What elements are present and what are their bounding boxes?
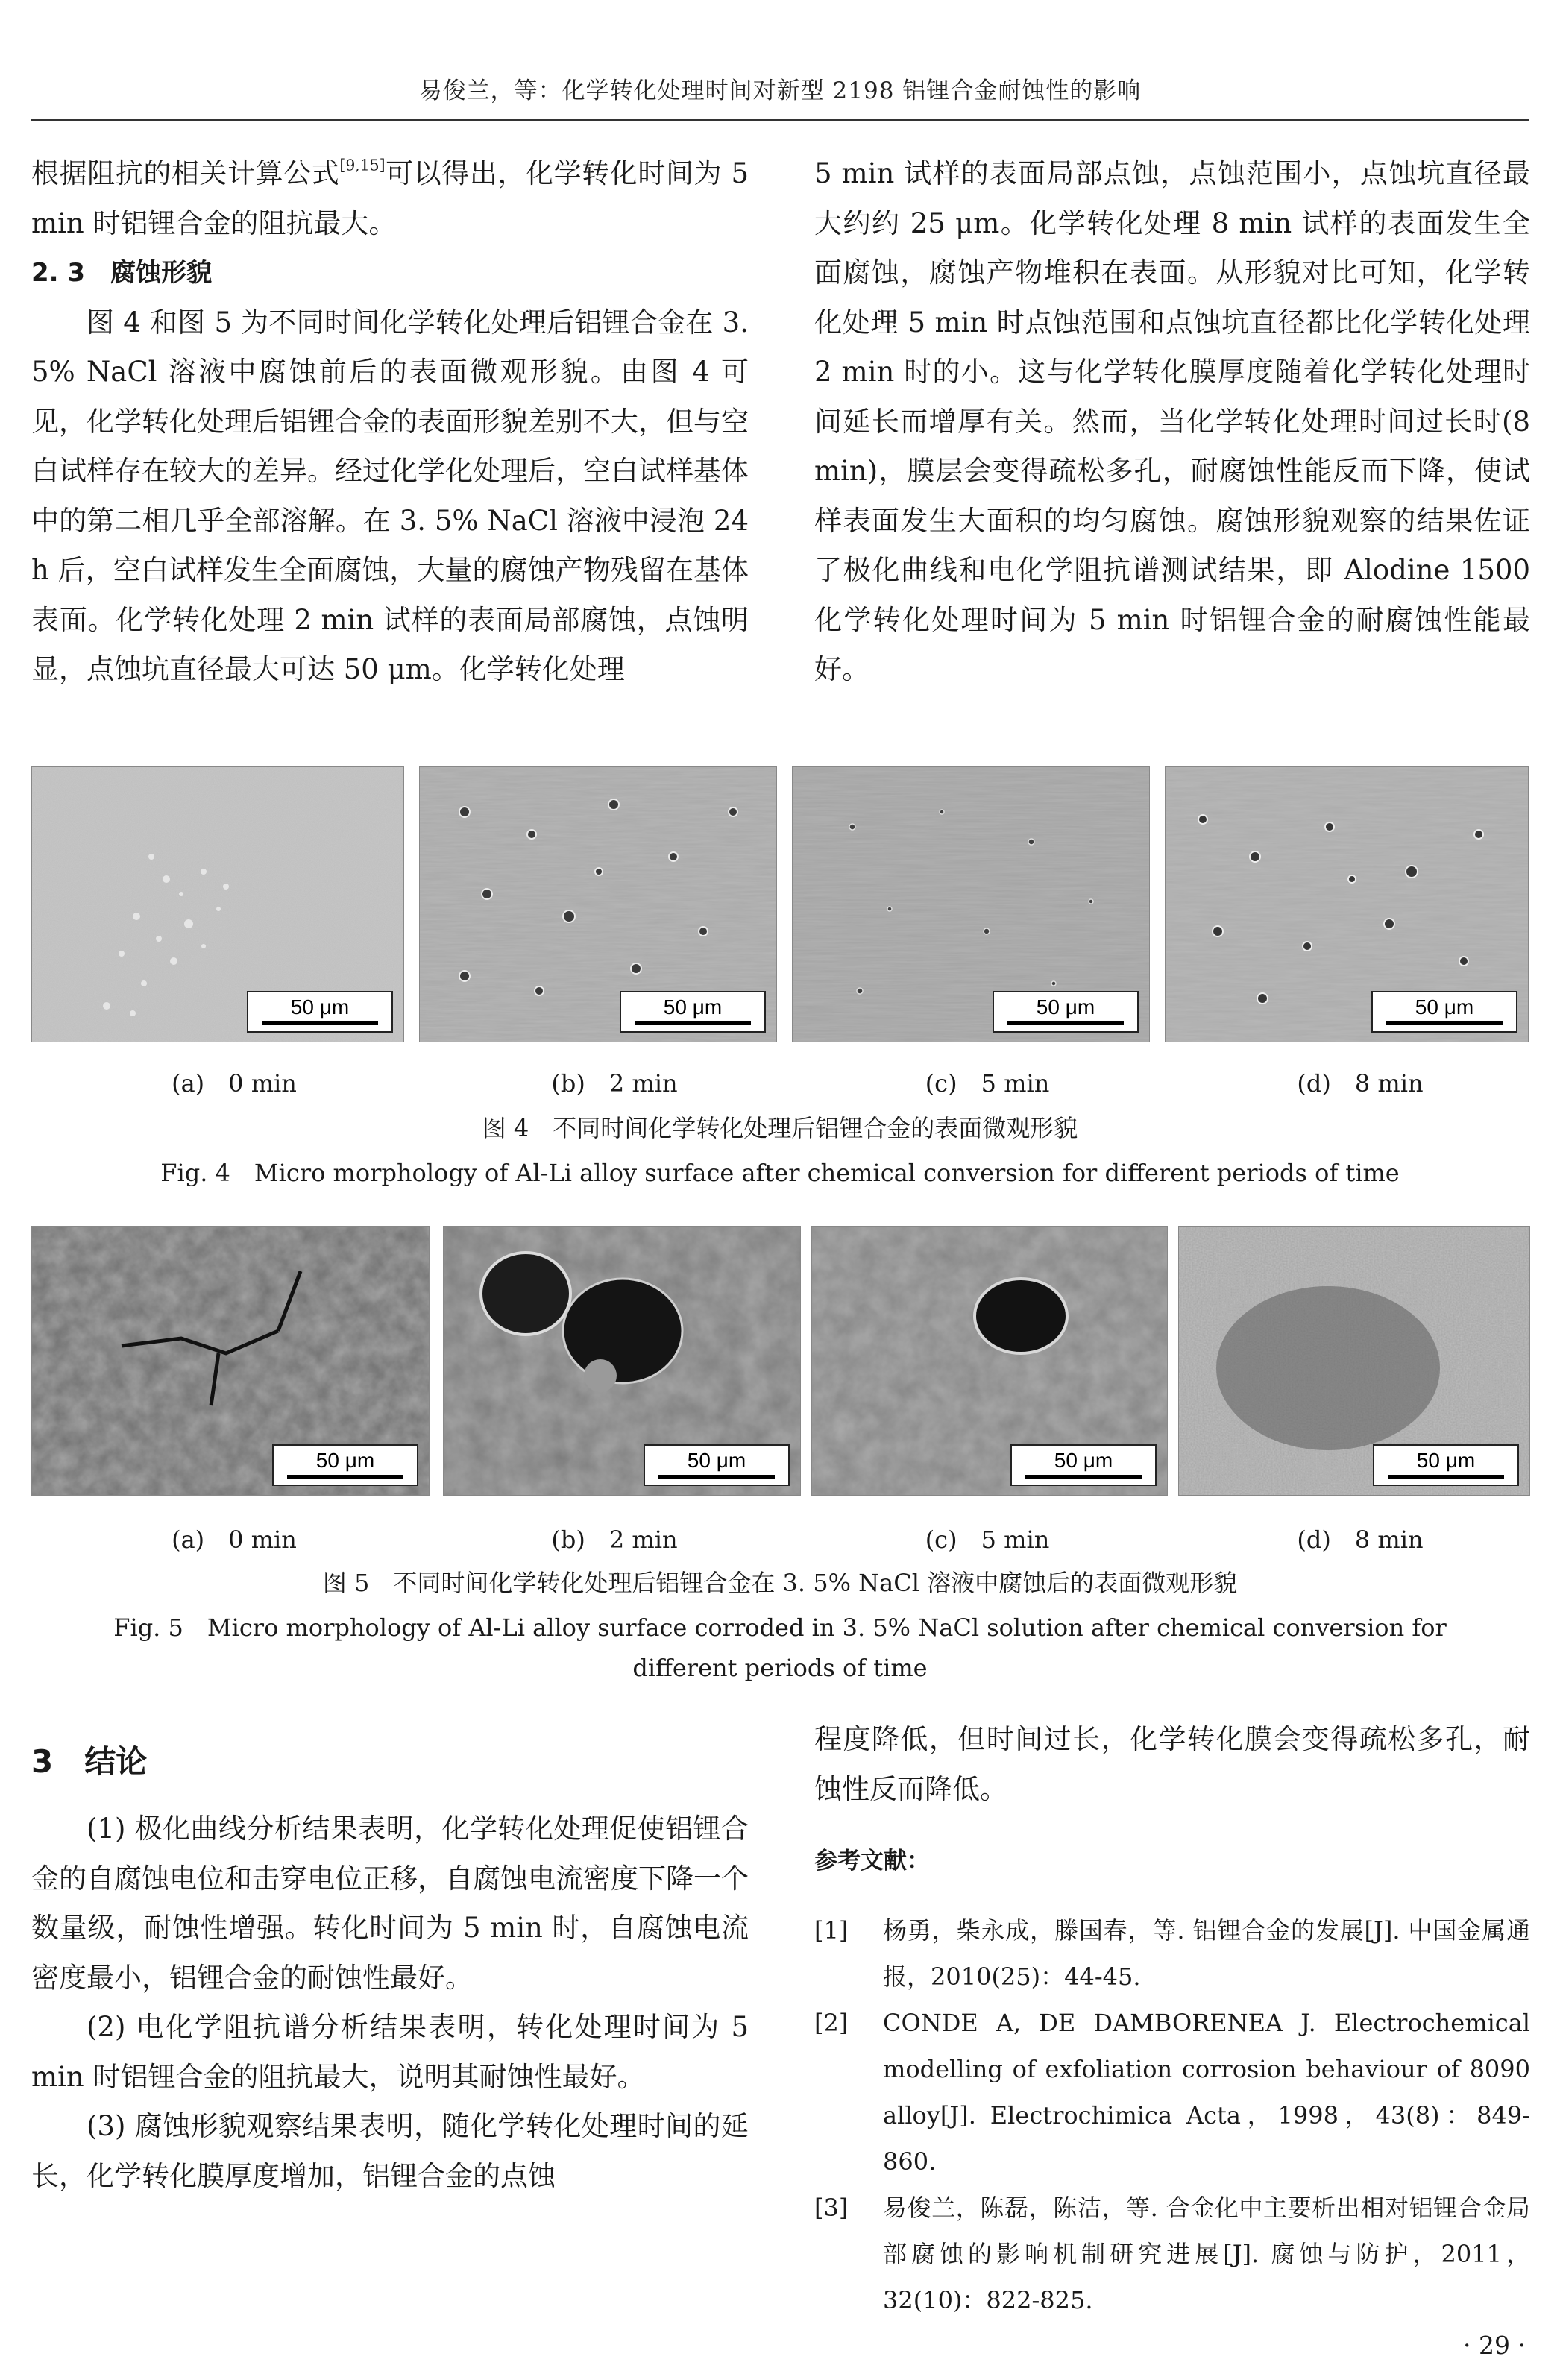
page-number: · 29 · <box>1463 2331 1526 2360</box>
reference-text: 杨勇，柴永成，滕国春，等. 铝锂合金的发展[J]. 中国金属通报，2010(25)：44-45. <box>883 1915 1530 1991</box>
scale-bar <box>247 991 393 1033</box>
reference-number: [1] <box>814 1915 849 1945</box>
reference-item <box>814 2185 1530 2323</box>
fig4-image-d <box>1165 766 1529 1042</box>
scale-line <box>262 1021 378 1025</box>
subsection-heading: 2. 3 腐蚀形貌 <box>31 258 213 288</box>
figure-5-images <box>31 1226 1529 1502</box>
conclusion-item-3: (3) 腐蚀形貌观察结果表明，随化学转化处理时间的延长，化学转化膜厚度增加，铝锂合金的点蚀 <box>31 2110 749 2192</box>
scale-line <box>658 1475 775 1479</box>
reference-number: [3] <box>814 2193 849 2222</box>
scale-line <box>635 1021 751 1025</box>
fig5-subcaption-c: (c) 5 min <box>925 1526 1050 1554</box>
fig5-image-c <box>811 1226 1168 1496</box>
fig5-subcaption-d: (d) 8 min <box>1297 1526 1424 1554</box>
fig5-image-a <box>31 1226 430 1496</box>
figure-4-images <box>31 766 1529 1042</box>
fig4-image-a <box>31 766 404 1042</box>
fig4-image-c <box>792 766 1150 1042</box>
conclusion-continued: 程度降低，但时间过长，化学转化膜会变得疏松多孔，耐蚀性反而降低。 <box>814 1723 1530 1805</box>
reference-text: 易俊兰，陈磊，陈洁，等. 合金化中主要析出相对铝锂合金局部腐蚀的影响机制研究进展[J]. 腐蚀与防护，2011，32(10)：822-825. <box>883 2193 1530 2314</box>
left-p1-text: 根据阻抗的相关计算公式 <box>31 157 340 189</box>
scale-bar <box>620 991 766 1033</box>
conclusion-item-1: (1) 极化曲线分析结果表明，化学转化处理促使铝锂合金的自腐蚀电位和击穿电位正移，自腐蚀电流密度下降一个数量级，耐蚀性增强。转化时间为 5 min 时，自腐蚀电流密度最小，铝锂合金的耐蚀性最好。 <box>31 1813 749 1994</box>
citation-sup: [9,15] <box>339 156 386 174</box>
reference-text: CONDE A, DE DAMBORENEA J. Electrochemical modelling of exfoliation corrosion behaviour of 8090 alloy[J]. Electrochimica Acta，1998，43(8)：849-860. <box>883 2008 1530 2176</box>
scale-line <box>1007 1021 1124 1025</box>
scale-line <box>287 1475 403 1479</box>
fig4-caption-cn: 图 4 不同时间化学转化处理后铝锂合金的表面微观形貌 <box>482 1114 1078 1142</box>
fig4-subcaption-b: (b) 2 min <box>551 1069 678 1098</box>
reference-item <box>814 1907 1530 2000</box>
fig4-subcaption-d: (d) 8 min <box>1297 1069 1424 1098</box>
scale-bar <box>1371 991 1517 1033</box>
reference-number: [2] <box>814 2008 849 2037</box>
fig4-caption-en: Fig. 4 Micro morphology of Al-Li alloy surface after chemical conversion for different periods of time <box>160 1159 1400 1187</box>
left-paragraph-2: 图 4 和图 5 为不同时间化学转化处理后铝锂合金在 3. 5% NaCl 溶液中腐蚀前后的表面微观形貌。由图 4 可见，化学转化处理后铝锂合金的表面形貌差别不大，但与空白试样存在较大的差异。经过化学化处理后，空白试样基体中的第二相几乎全部溶解。在 3. 5% NaCl 溶液中浸泡 24 h 后，空白试样发生全面腐蚀，大量的腐蚀产物残留在基体表面。化学转化处理 2 min 试样的表面局部腐蚀，点蚀明显，点蚀坑直径最大可达 50 μm。化学转化处理 <box>31 306 749 685</box>
scale-bar <box>993 991 1139 1033</box>
fig4-subcaption-a: (a) 0 min <box>172 1069 297 1098</box>
scale-line <box>1386 1021 1503 1025</box>
fig5-image-d <box>1178 1226 1530 1496</box>
scale-label: 50 μm <box>1416 1449 1476 1472</box>
scale-line <box>1025 1475 1142 1479</box>
scale-label: 50 μm <box>687 1449 746 1472</box>
fig5-image-b <box>443 1226 801 1496</box>
scale-label: 50 μm <box>1415 995 1474 1019</box>
scale-label: 50 μm <box>1036 995 1095 1019</box>
header-rule <box>31 119 1529 121</box>
reference-item <box>814 2000 1530 2185</box>
left-column-top <box>31 149 749 695</box>
conclusion-item-2: (2) 电化学阻抗谱分析结果表明，转化处理时间为 5 min 时铝锂合金的阻抗最大，说明其耐蚀性最好。 <box>31 2011 749 2093</box>
scale-line <box>1388 1475 1504 1479</box>
fig5-subcaption-b: (b) 2 min <box>551 1526 678 1554</box>
left-column-bottom <box>31 1804 749 2201</box>
right-paragraph-1: 5 min 试样的表面局部点蚀，点蚀范围小，点蚀坑直径最大约约 25 μm。化学转化处理 8 min 试样的表面发生全面腐蚀，腐蚀产物堆积在表面。从形貌对比可知，化学转化处理 5 min 时点蚀范围和点蚀坑直径都比化学转化处理 2 min 时的小。这与化学转化膜厚度随着化学转化处理时间延长而增厚有关。然而，当化学转化处理时间过长时(8 min)，膜层会变得疏松多孔，耐腐蚀性能反而下降，使试样表面发生大面积的均匀腐蚀。腐蚀形貌观察的结果佐证了极化曲线和电化学阻抗谱测试结果，即 Alodine 1500 化学转化处理时间为 5 min 时铝锂合金的耐腐蚀性能最好。 <box>814 157 1530 685</box>
section-title-conclusion: 3 结论 <box>31 1743 148 1780</box>
scale-label: 50 μm <box>315 1449 375 1472</box>
right-column-bottom <box>814 1715 1530 2323</box>
fig4-subcaption-c: (c) 5 min <box>925 1069 1050 1098</box>
references-title: 参考文献： <box>814 1848 930 1874</box>
scale-bar <box>1373 1444 1519 1486</box>
fig5-subcaption-a: (a) 0 min <box>172 1526 297 1554</box>
reference-list <box>814 1907 1530 2323</box>
left-paragraph-1 <box>31 149 749 248</box>
fig5-caption-en-line2: different periods of time <box>632 1654 928 1682</box>
scale-label: 50 μm <box>1054 1449 1113 1472</box>
scale-label: 50 μm <box>290 995 350 1019</box>
fig5-caption-cn: 图 5 不同时间化学转化处理后铝锂合金在 3. 5% NaCl 溶液中腐蚀后的表面微观形貌 <box>322 1569 1238 1597</box>
scale-bar <box>1010 1444 1157 1486</box>
fig4-image-b <box>419 766 777 1042</box>
scale-bar <box>644 1444 790 1486</box>
running-header: 易俊兰，等：化学转化处理时间对新型 2198 铝锂合金耐蚀性的影响 <box>418 78 1142 104</box>
scale-bar <box>272 1444 418 1486</box>
left-p1-rest: 可以得出，化学转化时间为 5 min 时铝锂合金的阻抗最大。 <box>31 157 749 239</box>
fig5-caption-en-line1: Fig. 5 Micro morphology of Al-Li alloy surface corroded in 3. 5% NaCl solution after chemical conversion for <box>113 1614 1447 1642</box>
scale-label: 50 μm <box>663 995 723 1019</box>
right-column-top <box>814 149 1530 695</box>
